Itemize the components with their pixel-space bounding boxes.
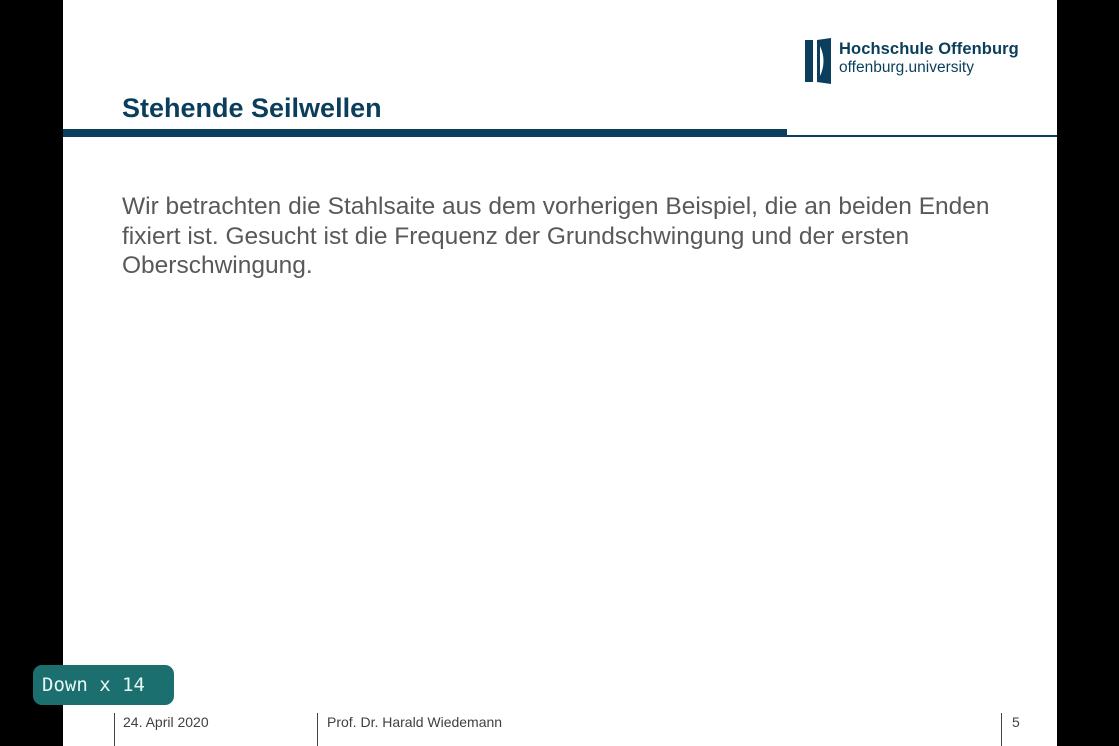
presentation-slide	[63, 0, 1057, 746]
logo-subtitle: offenburg.university	[839, 59, 974, 76]
footer-page-number: 5	[1012, 714, 1020, 730]
logo-name: Hochschule Offenburg	[839, 40, 1019, 58]
footer-date: 24. April 2020	[123, 714, 209, 730]
footer-divider-middle	[317, 713, 318, 746]
footer-divider-left	[114, 713, 115, 746]
keystroke-overlay-badge: Down x 14	[33, 665, 174, 705]
footer-divider-right	[1001, 713, 1002, 746]
title-underline-thick	[63, 129, 787, 137]
footer-author: Prof. Dr. Harald Wiedemann	[327, 714, 503, 730]
slide-body-text: Wir betrachten die Stahlsaite aus dem vorherigen Beispiel, die an beiden Enden fixiert ist. Gesucht ist die Frequenz der Grundschwingung und der ersten Oberschwingung.	[122, 193, 990, 279]
hochschule-logo-icon	[805, 38, 831, 84]
slide-title: Stehende Seilwellen	[122, 93, 382, 123]
title-underline-thin	[787, 135, 1057, 137]
university-logo	[805, 38, 1045, 84]
